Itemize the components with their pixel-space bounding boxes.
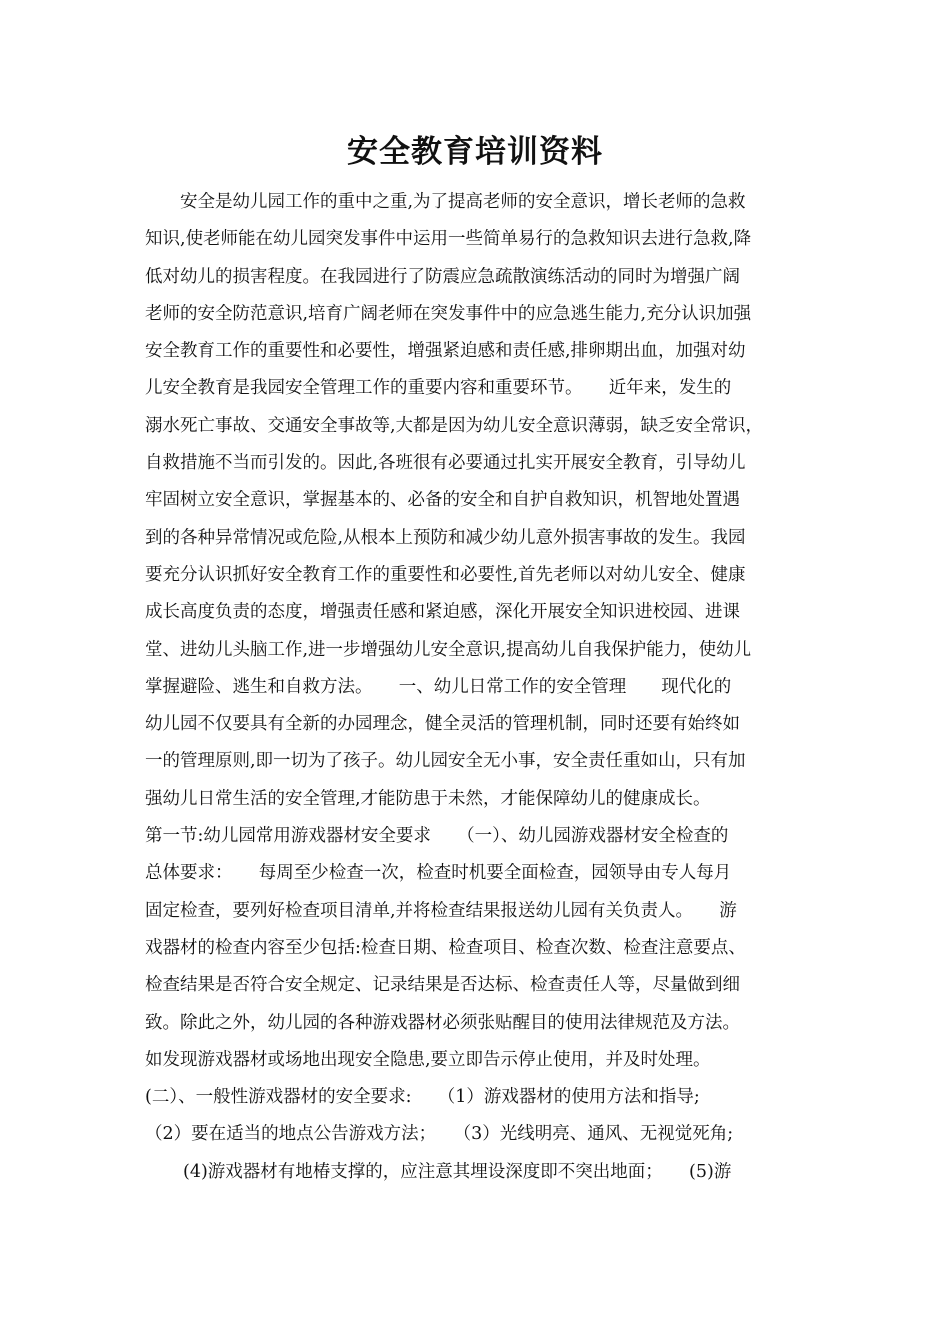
body-line: 总体要求： 每周至少检查一次，检查时机要全面检查，园领导由专人每月: [145, 863, 732, 884]
body-line: 自救措施不当而引发的。因此,各班很有必要通过扎实开展安全教育，引导幼儿: [145, 453, 746, 474]
document-title: 安全教育培训资料: [347, 134, 603, 170]
body-line: 溺水死亡事故、交通安全事故等,大都是因为幼儿安全意识薄弱，缺乏安全常识，: [145, 415, 764, 436]
body-line: 戏器材的检查内容至少包括:检查日期、检查项目、检查次数、检查注意要点、: [145, 937, 746, 958]
body-line: 安全是幼儿园工作的重中之重,为了提高老师的安全意识，增长老师的急救: [180, 192, 746, 212]
document-body: [145, 184, 820, 1191]
body-line: 致。除此之外，幼儿园的各种游戏器材必须张贴醒目的使用法律规范及方法。: [145, 1012, 740, 1033]
body-line: 堂、进幼儿头脑工作,进一步增强幼儿安全意识,提高幼儿自我保护能力，使幼儿: [145, 639, 752, 660]
body-line: (4)游戏器材有地椿支撑的，应注意其埋设深度即不突出地面； (5)游: [183, 1161, 732, 1182]
body-line: (二）、一般性游戏器材的安全要求: （1）游戏器材的使用方法和指导;: [145, 1087, 700, 1108]
body-line: 低对幼儿的损害程度。在我园进行了防震应急疏散演练活动的同时为增强广阔: [145, 266, 740, 287]
body-line: 老师的安全防范意识,培育广阔老师在突发事件中的应急逃生能力,充分认识加强: [145, 303, 752, 324]
body-line: 到的各种异常情况或危险,从根本上预防和减少幼儿意外损害事故的发生。我园: [145, 527, 746, 548]
body-line: 幼儿园不仅要具有全新的办园理念，健全灵活的管理机制，同时还要有始终如: [145, 714, 740, 735]
body-line: （2）要在适当的地点公告游戏方法； （3）光线明亮、通风、无视觉死角;: [145, 1124, 734, 1145]
body-line: 一的管理原则,即一切为了孩子。幼儿园安全无小事，安全责任重如山，只有加: [145, 751, 746, 772]
body-line: 第一节:幼儿园常用游戏器材安全要求 （一）、幼儿园游戏器材安全检查的: [145, 826, 729, 847]
body-line: 儿安全教育是我园安全管理工作的重要内容和重要环节。 近年来，发生的: [145, 378, 732, 399]
body-line: 固定检查，要列好检查项目清单,并将检查结果报送幼儿园有关负责人。 游: [145, 900, 737, 921]
body-line: 安全教育工作的重要性和必要性，增强紧迫感和责任感,排卵期出血，加强对幼: [145, 341, 746, 362]
body-line: 如发现游戏器材或场地出现安全隐患,要立即告示停止使用，并及时处理。: [145, 1049, 711, 1070]
body-line: 强幼儿日常生活的安全管理,才能防患于未然，才能保障幼儿的健康成长。: [145, 788, 711, 809]
body-line: 成长高度负责的态度，增强责任感和紧迫感，深化开展安全知识进校园、进课: [145, 602, 740, 623]
body-line: 要充分认识抓好安全教育工作的重要性和必要性,首先老师以对幼儿安全、健康: [145, 564, 746, 585]
body-line: 牢固树立安全意识，掌握基本的、必备的安全和自护自救知识，机智地处置遇: [145, 490, 740, 511]
body-line: 检查结果是否符合安全规定、记录结果是否达标、检查责任人等，尽量做到细: [145, 975, 740, 996]
body-line: 掌握避险、逃生和自救方法。 一、幼儿日常工作的安全管理 现代化的: [145, 676, 732, 697]
body-line: 知识,使老师能在幼儿园突发事件中运用一些简单易行的急救知识去进行急救,降: [145, 229, 752, 250]
